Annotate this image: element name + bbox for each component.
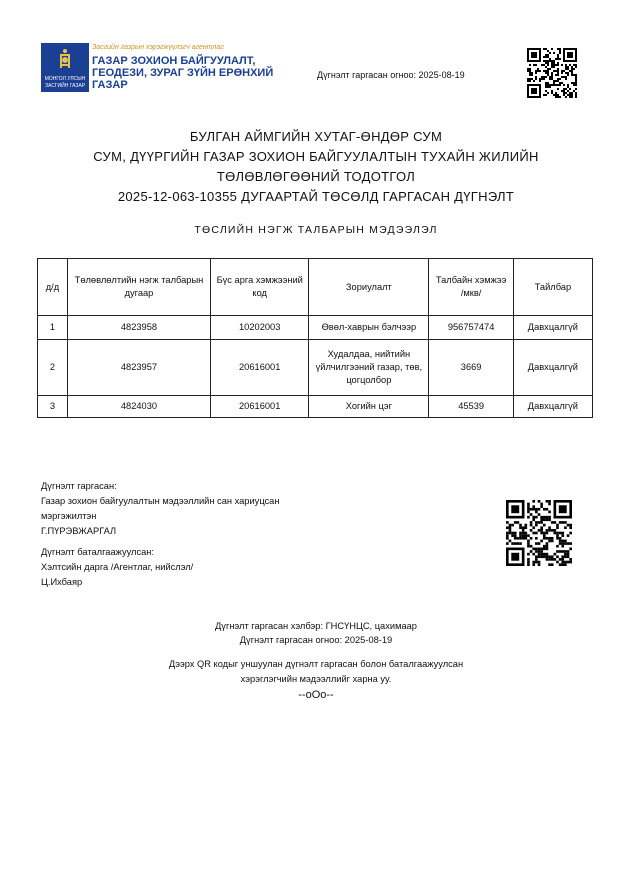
agency-name — [92, 55, 307, 91]
issue-date-footer: Дүгнэлт гаргасан огноо: 2025-08-19 — [239, 635, 393, 645]
table-row — [38, 396, 593, 418]
cell-index: 1 — [38, 316, 68, 340]
logo-caption-line1: МОНГОЛ УЛСЫН — [44, 76, 86, 82]
agency-name-line2: ГЕОДЕЗИ, ЗУРАГ ЗҮЙН ЕРӨНХИЙ ГАЗАР — [92, 67, 274, 91]
land-units-table — [37, 258, 593, 418]
document-title — [0, 127, 632, 207]
cell-zone-code: 20616001 — [211, 340, 309, 396]
cell-note: Давхцалгүй — [513, 396, 592, 418]
col-header-area: Талбайн хэмжээ /мкв/ — [429, 259, 513, 316]
col-header-unit-number: Төлөвлөлтийн нэгж талбарын дугаар — [67, 259, 210, 316]
col-header-note: Тайлбар — [513, 259, 592, 316]
title-line1: БУЛГАН АЙМГИЙН ХУТАГ-ӨНДӨР СУМ — [189, 129, 443, 144]
table-header-row — [38, 259, 593, 316]
cell-zone-code: 20616001 — [211, 396, 309, 418]
cell-index: 3 — [38, 396, 68, 418]
end-mark: --oOo-- — [298, 689, 334, 701]
cell-zone-code: 10202003 — [211, 316, 309, 340]
issued-by-label: Дүгнэлт гаргасан: — [41, 481, 117, 491]
soyombo-emblem-icon — [58, 48, 72, 70]
cell-purpose: Өвөл-хаврын бэлчээр — [309, 316, 429, 340]
agency-logo — [41, 43, 89, 92]
approved-by-block — [41, 545, 193, 590]
approved-by-role: Хэлтсийн дарга /Агентлаг, нийслэл/ — [41, 562, 194, 572]
cell-area: 3669 — [429, 340, 513, 396]
agency-subtitle: Засгийн газрын хэрэгжүүлэгч агентлаг — [92, 44, 224, 51]
issued-by-role-line1: Газар зохион байгуулалтын мэдээллийн сан хариуцсан — [41, 496, 280, 506]
qr-code-icon — [506, 500, 572, 566]
issued-date-header: Дүгнэлт гаргасан огноо: 2025-08-19 — [317, 70, 465, 80]
col-header-index: д/д — [38, 259, 68, 316]
cell-unit-number: 4823958 — [67, 316, 210, 340]
title-line4: 2025-12-063-10355 ДУГААРТАЙ ТӨСӨЛД ГАРГАСАН ДҮГНЭЛТ — [117, 189, 515, 204]
cell-area: 956757474 — [429, 316, 513, 340]
cell-index: 2 — [38, 340, 68, 396]
col-header-zone-code: Бүс арга хэмжээний код — [211, 259, 309, 316]
issued-by-role-line2: мэргэжилтэн — [41, 511, 97, 521]
cell-area: 45539 — [429, 396, 513, 418]
cell-unit-number: 4824030 — [67, 396, 210, 418]
qr-note-line1: Дээрх QR кодыг уншуулан дүгнэлт гаргасан болон баталгаажуулсан — [168, 659, 464, 669]
table-row — [38, 316, 593, 340]
qr-code-icon — [527, 48, 577, 98]
section-subtitle: ТӨСЛИЙН НЭГЖ ТАЛБАРЫН МЭДЭЭЛЭЛ — [194, 224, 438, 236]
logo-caption-line2: ЗАСГИЙН ГАЗАР — [44, 83, 86, 89]
approved-by-label: Дүгнэлт баталгаажуулсан: — [41, 547, 155, 557]
cell-note: Давхцалгүй — [513, 340, 592, 396]
table-row — [38, 340, 593, 396]
col-header-purpose: Зориулалт — [309, 259, 429, 316]
title-line3: ТӨЛӨВЛӨГӨӨНИЙ ТОДОТГОЛ — [216, 169, 416, 184]
qr-note-line2: хэрэглэгчийн мэдээллийг харна уу. — [240, 674, 392, 684]
issued-by-block — [41, 479, 280, 539]
issued-by-name: Г.ПҮРЭВЖАРГАЛ — [41, 526, 117, 536]
approved-by-name: Ц.Ихбаяр — [41, 577, 83, 587]
cell-note: Давхцалгүй — [513, 316, 592, 340]
issue-form: Дүгнэлт гаргасан хэлбэр: ГНСҮНЦС, цахимаар — [215, 621, 417, 631]
cell-unit-number: 4823957 — [67, 340, 210, 396]
agency-name-line1: ГАЗАР ЗОХИОН БАЙГУУЛАЛТ, — [92, 55, 256, 67]
title-line2: СУМ, ДҮҮРГИЙН ГАЗАР ЗОХИОН БАЙГУУЛАЛТЫН ТУХАЙН ЖИЛИЙН — [93, 149, 539, 164]
cell-purpose: Хогийн цэг — [309, 396, 429, 418]
cell-purpose: Худалдаа, нийтийн үйлчилгээний газар, төв, цогцолбор — [309, 340, 429, 396]
